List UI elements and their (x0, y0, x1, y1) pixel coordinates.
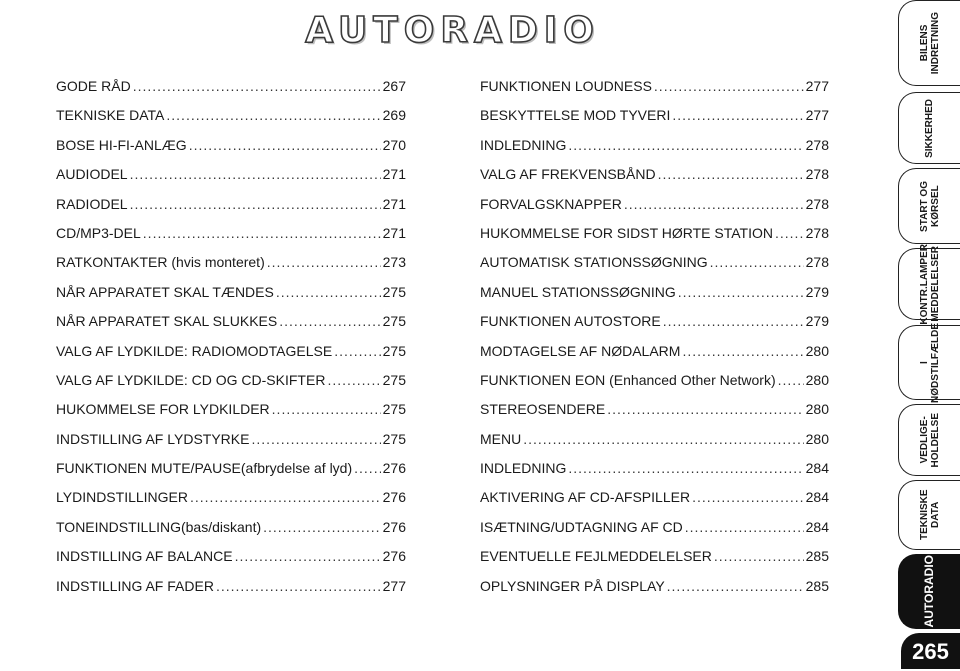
section-tab[interactable] (898, 243, 960, 325)
dot-leader (276, 284, 381, 300)
dot-leader (685, 519, 804, 535)
toc-entry[interactable] (480, 460, 829, 489)
toc-entry[interactable] (480, 254, 829, 283)
toc-entry-page: 277 (805, 78, 829, 94)
toc-entry-label: CD/MP3-DEL (56, 224, 141, 241)
toc-entry-page: 276 (382, 489, 406, 506)
toc-entry[interactable] (56, 254, 406, 283)
dot-leader (279, 313, 380, 329)
toc-entry[interactable] (56, 284, 406, 313)
dot-leader (190, 489, 381, 505)
toc-entry-page: 280 (805, 342, 829, 359)
dot-leader (624, 196, 804, 212)
toc-entry-label: INDSTILLING AF LYDSTYRKE (56, 430, 250, 447)
toc-entry-label: VALG AF LYDKILDE: CD OG CD-SKIFTER (56, 371, 326, 388)
section-tab-label: START OG KØRSEL (918, 180, 941, 232)
toc-entry-label: NÅR APPARATET SKAL SLUKKES (56, 313, 278, 330)
toc-entry[interactable] (56, 78, 406, 107)
dot-leader (654, 78, 804, 94)
toc-entry-page: 278 (805, 224, 829, 241)
dot-leader (672, 107, 803, 123)
toc-entry[interactable] (480, 313, 829, 342)
toc-entry-page: 275 (382, 313, 406, 330)
toc-entry[interactable] (480, 78, 829, 107)
dot-leader (678, 284, 804, 300)
toc-entry-label: FUNKTIONEN AUTOSTORE (480, 313, 661, 330)
toc-entry-page: 280 (805, 401, 829, 418)
toc-entry-label: VALG AF FREKVENSBÅND (480, 166, 656, 183)
toc-left-column (56, 78, 406, 607)
toc-entry-label: LYDINDSTILLINGER (56, 489, 188, 506)
toc-entry-label: RADIODEL (56, 195, 128, 212)
toc-entry-label: GODE RÅD (56, 78, 131, 94)
toc-entry[interactable] (56, 107, 406, 136)
section-tabs (898, 0, 960, 669)
toc-entry-label: BOSE HI-FI-ANLÆG (56, 136, 187, 153)
toc-entry-page: 276 (382, 548, 406, 565)
toc-entry-page: 280 (805, 430, 829, 447)
toc-entry[interactable] (480, 196, 829, 225)
section-tab[interactable] (898, 554, 960, 629)
section-tab-label: KONTR.LAMPER MEDDELELSER (918, 243, 941, 325)
toc-entry-label: ISÆTNING/UDTAGNING AF CD (480, 518, 683, 535)
toc-entry-page: 280 (805, 371, 829, 388)
toc-entry-label: AUTOMATISK STATIONSSØGNING (480, 254, 708, 271)
toc-entry-page: 267 (382, 78, 406, 94)
toc-entry-page: 285 (805, 548, 829, 565)
toc-right-column (480, 78, 829, 607)
toc-entry-page: 278 (805, 254, 829, 271)
toc-entry-label: INDLEDNING (480, 460, 567, 477)
toc-entry[interactable] (56, 548, 406, 577)
toc-entry[interactable] (56, 489, 406, 518)
toc-entry-label: MENU (480, 430, 522, 447)
dot-leader (189, 137, 381, 153)
toc-entry-page: 278 (805, 166, 829, 183)
toc-entry-label: HUKOMMELSE FOR SIDST HØRTE STATION (480, 224, 773, 241)
dot-leader (235, 548, 381, 564)
toc-entry-label: EVENTUELLE FEJLMEDDELELSER (480, 548, 712, 565)
toc-entry[interactable] (480, 372, 829, 401)
section-tab-label: AUTORADIO (922, 555, 936, 628)
toc-entry[interactable] (56, 519, 406, 548)
dot-leader (130, 196, 381, 212)
page-title: AUTORADIO (305, 10, 600, 51)
toc-entry-page: 284 (805, 460, 829, 477)
toc-entry-label: TONEINDSTILLING(bas/diskant) (56, 518, 262, 535)
toc-entry-label: STEREOSENDERE (480, 401, 606, 418)
section-tab-label: I NØDSTILFÆLDE (918, 322, 941, 403)
toc-entry-page: 275 (382, 342, 406, 359)
toc-entry-page: 285 (805, 577, 829, 594)
section-tab[interactable] (898, 322, 960, 403)
dot-leader (166, 107, 380, 123)
toc-entry-page: 277 (805, 107, 829, 124)
toc-entry-label: BESKYTTELSE MOD TYVERI (480, 107, 671, 124)
toc-entry-label: FUNKTIONEN MUTE/PAUSE(afbrydelse af lyd) (56, 460, 353, 477)
dot-leader (667, 578, 804, 594)
dot-leader (272, 401, 381, 417)
dot-leader (568, 460, 803, 476)
dot-leader (263, 519, 381, 535)
dot-leader (354, 460, 381, 476)
page-number: 265 (901, 633, 960, 669)
section-tab[interactable] (898, 404, 960, 476)
toc-entry[interactable] (480, 489, 829, 518)
toc-entry-page: 271 (382, 195, 406, 212)
toc-entry-label: NÅR APPARATET SKAL TÆNDES (56, 283, 274, 300)
toc-entry-label: MODTAGELSE AF NØDALARM (480, 342, 681, 359)
section-tab[interactable] (898, 0, 960, 86)
toc-entry-label: AUDIODEL (56, 166, 128, 183)
toc-entry-label: VALG AF LYDKILDE: RADIOMODTAGELSE (56, 342, 333, 359)
toc-entry[interactable] (480, 548, 829, 577)
dot-leader (251, 431, 380, 447)
toc-entry-page: 284 (805, 489, 829, 506)
toc-entry-label: RATKONTAKTER (hvis monteret) (56, 254, 265, 271)
section-tab-label: VEDLIGE- HOLDELSE (918, 412, 941, 468)
toc-entry[interactable] (56, 137, 406, 166)
section-tab[interactable] (898, 480, 960, 550)
dot-leader (143, 225, 381, 241)
section-tab[interactable] (898, 168, 960, 244)
toc-entry-label: AKTIVERING AF CD-AFSPILLER (480, 489, 691, 506)
section-tab[interactable] (898, 92, 960, 164)
toc-entry-label: FORVALGSKNAPPER (480, 195, 622, 212)
toc-entry[interactable] (480, 519, 829, 548)
toc-entry-page: 270 (382, 136, 406, 153)
toc-entry-page: 279 (805, 283, 829, 300)
toc-entry[interactable] (56, 372, 406, 401)
toc-entry[interactable] (480, 166, 829, 195)
dot-leader (658, 166, 804, 182)
toc-entry[interactable] (480, 343, 829, 372)
dot-leader (714, 548, 804, 564)
dot-leader (130, 166, 381, 182)
toc-entry[interactable] (480, 137, 829, 166)
dot-leader (327, 372, 380, 388)
toc-entry-page: 278 (805, 195, 829, 212)
section-tab-label: SIKKERHED (924, 98, 935, 158)
section-tab-label: BILENS INDRETNING (918, 11, 941, 75)
toc-entry-page: 284 (805, 518, 829, 535)
toc-entry-page: 271 (382, 224, 406, 241)
toc-entry-page: 275 (382, 283, 406, 300)
dot-leader (334, 343, 380, 359)
toc-entry-page: 269 (382, 107, 406, 124)
toc-entry-label: FUNKTIONEN EON (Enhanced Other Network) (480, 371, 776, 388)
toc-entry[interactable] (56, 343, 406, 372)
toc-entry[interactable] (480, 225, 829, 254)
dot-leader (663, 313, 804, 329)
dot-leader (607, 401, 803, 417)
toc-entry[interactable] (480, 431, 829, 460)
dot-leader (682, 343, 803, 359)
toc-entry[interactable] (56, 225, 406, 254)
dot-leader (775, 225, 804, 241)
toc-entry[interactable] (56, 460, 406, 489)
section-tab-label: TEKNISKE DATA (918, 489, 941, 541)
toc-entry-label: OPLYSNINGER PÅ DISPLAY (480, 577, 665, 594)
toc-entry-page: 273 (382, 254, 406, 271)
toc-entry-page: 276 (382, 460, 406, 477)
toc-entry-page: 279 (805, 313, 829, 330)
toc-entry[interactable] (56, 166, 406, 195)
toc-entry-page: 276 (382, 518, 406, 535)
toc-entry[interactable] (56, 196, 406, 225)
toc-entry-page: 275 (382, 371, 406, 388)
dot-leader (568, 137, 803, 153)
dot-leader (523, 431, 803, 447)
toc-entry-label: HUKOMMELSE FOR LYDKILDER (56, 401, 270, 418)
toc-entry-label: FUNKTIONEN LOUDNESS (480, 78, 652, 94)
toc-entry-page: 278 (805, 136, 829, 153)
toc-entry[interactable] (480, 107, 829, 136)
toc-entry[interactable] (56, 578, 406, 607)
toc-entry[interactable] (56, 401, 406, 430)
toc-entry[interactable] (56, 431, 406, 460)
toc-entry-label: MANUEL STATIONSSØGNING (480, 283, 676, 300)
toc-entry[interactable] (56, 313, 406, 342)
dot-leader (692, 489, 804, 505)
toc-entry-label: TEKNISKE DATA (56, 107, 165, 124)
dot-leader (710, 254, 804, 270)
dot-leader (133, 78, 381, 94)
toc-entry-page: 277 (382, 577, 406, 594)
dot-leader (778, 372, 804, 388)
toc-entry-page: 271 (382, 166, 406, 183)
toc-entry-page: 275 (382, 401, 406, 418)
toc-entry-label: INDSTILLING AF BALANCE (56, 548, 233, 565)
dot-leader (267, 254, 381, 270)
toc-entry-label: INDLEDNING (480, 136, 567, 153)
toc-entry[interactable] (480, 284, 829, 313)
toc-entry[interactable] (480, 401, 829, 430)
toc-entry-page: 275 (382, 430, 406, 447)
toc-entry-label: INDSTILLING AF FADER (56, 577, 214, 594)
dot-leader (216, 578, 381, 594)
toc-entry[interactable] (480, 578, 829, 607)
